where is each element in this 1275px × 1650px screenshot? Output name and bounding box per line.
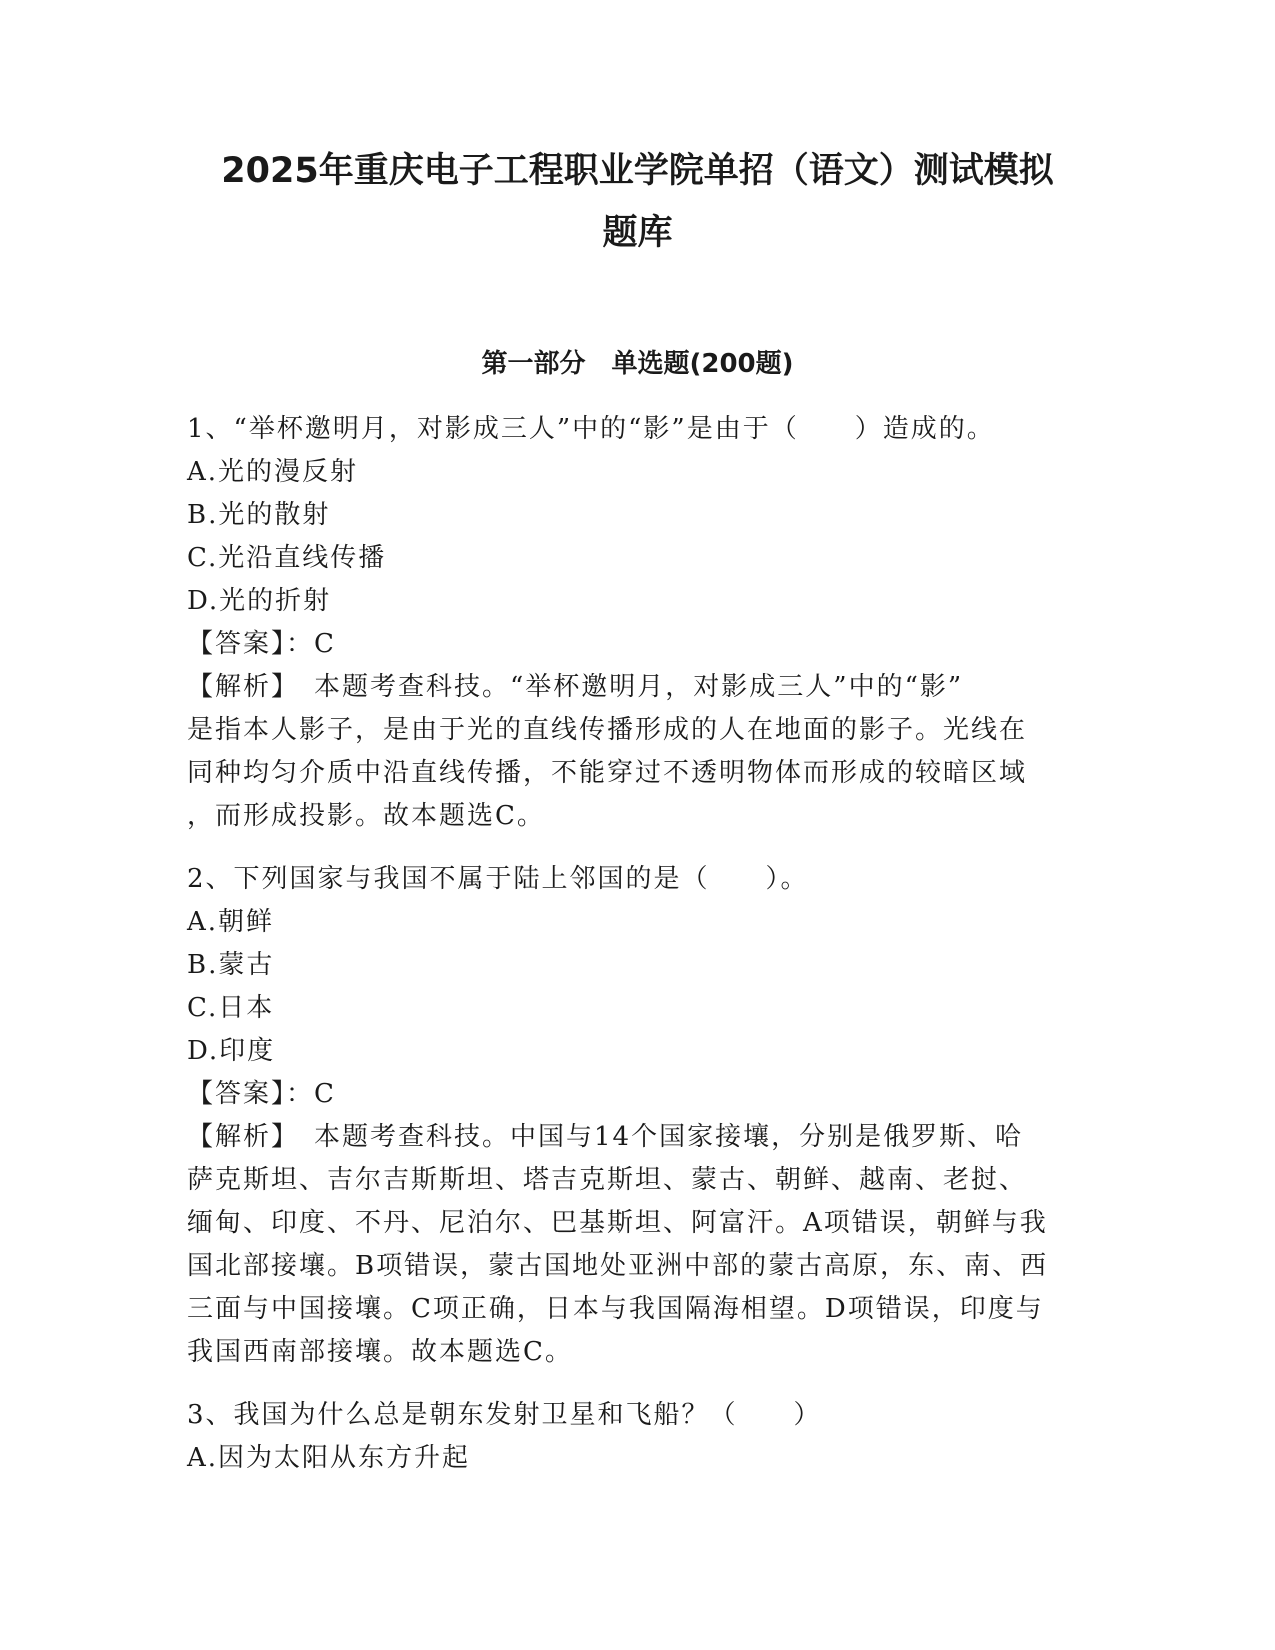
option-b: B.光的散射 [187,500,331,530]
answer-label: 【答案】： [187,1079,315,1109]
answer-line [187,623,1087,666]
document-title [180,140,1095,264]
question-stem: 1、“举杯邀明月，对影成三人”中的“影”是由于（ ）造成的。 [187,414,995,444]
analysis-label: 【解析】 [187,1122,287,1152]
analysis-text: 本题考查科技。“举杯邀明月，对影成三人”中的“影” [286,672,964,702]
answer-value: C [314,629,336,659]
document-title-line2: 题库 [602,213,673,253]
analysis-line: 我国西南部接壤。故本题选C。 [187,1337,573,1367]
question-stem: 2、下列国家与我国不属于陆上邻国的是（ ）。 [187,864,809,894]
option-c: C.光沿直线传播 [187,543,387,573]
option-a: A.朝鲜 [187,907,275,937]
analysis-label: 【解析】 [187,672,287,702]
analysis-line [187,666,1087,709]
option-a: A.因为太阳从东方升起 [187,1443,471,1473]
option-c: C.日本 [187,993,275,1023]
document-title-line1: 2025年重庆电子工程职业学院单招（语文）测试模拟 [221,151,1054,191]
question-1 [187,408,1087,838]
analysis-line: 是指本人影子，是由于光的直线传播形成的人在地面的影子。光线在 [187,715,1028,745]
analysis-line: 三面与中国接壤。C项正确，日本与我国隔海相望。D项错误，印度与 [187,1294,1044,1324]
question-3 [187,1394,1087,1480]
question-2 [187,858,1087,1374]
analysis-text: 本题考查科技。中国与14个国家接壤，分别是俄罗斯、哈 [286,1122,1024,1152]
analysis [187,1116,1087,1374]
question-list [187,408,1087,1500]
option-d: D.印度 [187,1036,276,1066]
section-title: 第一部分 单选题(200题) [481,349,794,379]
option-d: D.光的折射 [187,586,332,616]
analysis-line: 同种均匀介质中沿直线传播，不能穿过不透明物体而形成的较暗区域 [187,758,1028,788]
analysis-line [187,1116,1087,1159]
option-b: B.蒙古 [187,950,275,980]
analysis [187,666,1087,838]
answer-label: 【答案】： [187,629,315,659]
analysis-line: 萨克斯坦、吉尔吉斯斯坦、塔吉克斯坦、蒙古、朝鲜、越南、老挝、 [187,1165,1028,1195]
option-a: A.光的漫反射 [187,457,359,487]
analysis-line: 国北部接壤。B项错误，蒙古国地处亚洲中部的蒙古高原，东、南、西 [187,1251,1049,1281]
analysis-line: ，而形成投影。故本题选C。 [187,801,545,831]
analysis-line: 缅甸、印度、不丹、尼泊尔、巴基斯坦、阿富汗。A项错误，朝鲜与我 [187,1208,1048,1238]
answer-line [187,1073,1087,1116]
answer-value: C [314,1079,336,1109]
question-stem: 3、我国为什么总是朝东发射卫星和飞船？（ ） [187,1400,822,1430]
